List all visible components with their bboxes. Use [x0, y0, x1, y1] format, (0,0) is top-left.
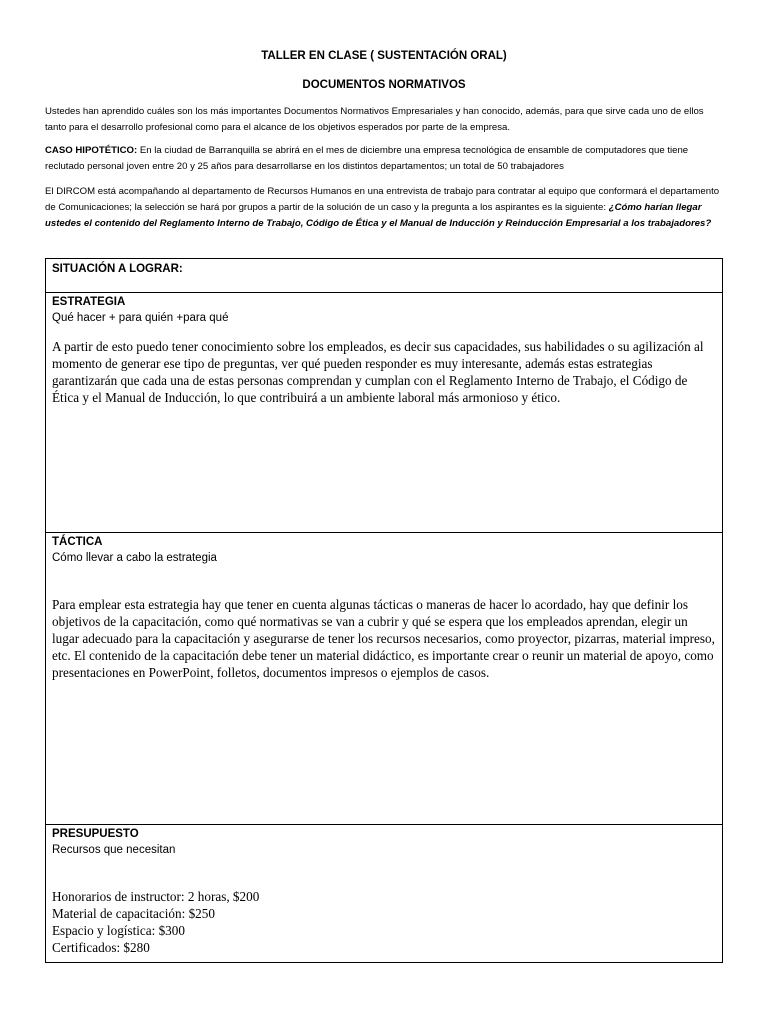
- case-text: En la ciudad de Barranquilla se abrirá en el mes de diciembre una empresa tecnológica de ensamble de computadores que tiene reclutado personal joven entre 20 y 25 años para desarrollarse en los distintos departamentos; un total de 50 trabajadores: [45, 145, 689, 172]
- case-question: ¿Cómo harían llegar ustedes el contenido del Reglamento Interno de Trabajo, Código de Ética y el Manual de Inducción y Reinducción Empresarial a los trabajadores?: [45, 202, 712, 229]
- presupuesto-subtitle: Recursos que necesitan: [52, 844, 176, 856]
- estrategia-subtitle: Qué hacer + para quién +para qué: [52, 312, 229, 324]
- row-situacion: [46, 259, 722, 292]
- dircom-text: El DIRCOM está acompañando al departamento de Recursos Humanos en una entrevista de trabajo para contratar al equipo que conformará el departamento de Comunicaciones; la selección se hará por grupos a partir de la solución de un caso y la pregunta a los aspirantes es la siguiente:: [45, 186, 720, 213]
- dircom-paragraph: [45, 184, 725, 232]
- case-label: CASO HIPOTÉTICO:: [45, 145, 138, 156]
- budget-item: Honorarios de instructor: 2 horas, $200: [52, 889, 260, 904]
- document-title: TALLER EN CLASE ( SUSTENTACIÓN ORAL): [261, 50, 507, 62]
- budget-item: Material de capacitación: $250: [52, 906, 215, 921]
- case-paragraph: [45, 143, 725, 175]
- estrategia-heading: ESTRATEGIA: [52, 296, 126, 308]
- intro-paragraph: Ustedes han aprendido cuáles son los más importantes Documentos Normativos Empresariales y han conocido, además, para que sirve cada uno de ellos tanto para el desarrollo profesional como para el alcance de los objetivos esperados por parte de la empresa.: [45, 106, 704, 133]
- row-tactica: [46, 532, 722, 824]
- row-presupuesto: [46, 824, 722, 962]
- tactica-heading: TÁCTICA: [52, 536, 103, 548]
- row-estrategia: [46, 292, 722, 532]
- presupuesto-heading: PRESUPUESTO: [52, 828, 139, 840]
- document-subtitle: DOCUMENTOS NORMATIVOS: [302, 79, 466, 91]
- budget-item: Espacio y logística: $300: [52, 923, 185, 938]
- budget-item: Certificados: $280: [52, 940, 150, 955]
- planning-table: [45, 258, 723, 963]
- situacion-heading: SITUACIÓN A LOGRAR:: [52, 263, 183, 275]
- tactica-subtitle: Cómo llevar a cabo la estrategia: [52, 552, 217, 564]
- budget-list: [52, 888, 716, 956]
- estrategia-body: A partir de esto puedo tener conocimiento sobre los empleados, es decir sus capacidades, sus habilidades o su agilización al momento de generar ese tipo de preguntas, ver qué pueden responder es muy interesante, además estas estrategias garantizarán que cada una de estas personas comprendan y cumplan con el Reglamento Interno de Trabajo, el Código de Ética y el Manual de Inducción, lo que contribuirá a un ambiente laboral más armonioso y ético.: [52, 339, 704, 405]
- tactica-body: Para emplear esta estrategia hay que tener en cuenta algunas tácticas o maneras de hacer lo acordado, hay que definir los objetivos de la capacitación, como qué normativas se van a cubrir y qué se espera que los empleados aprendan, elegir un lugar adecuado para la capacitación y asegurarse de tener los recursos necesarios, como proyector, pizarras, material impreso, etc. El contenido de la capacitación debe tener un material didáctico, es importante crear o reunir un material de apoyo, como presentaciones en PowerPoint, folletos, documentos impresos o ejemplos de casos.: [52, 597, 715, 680]
